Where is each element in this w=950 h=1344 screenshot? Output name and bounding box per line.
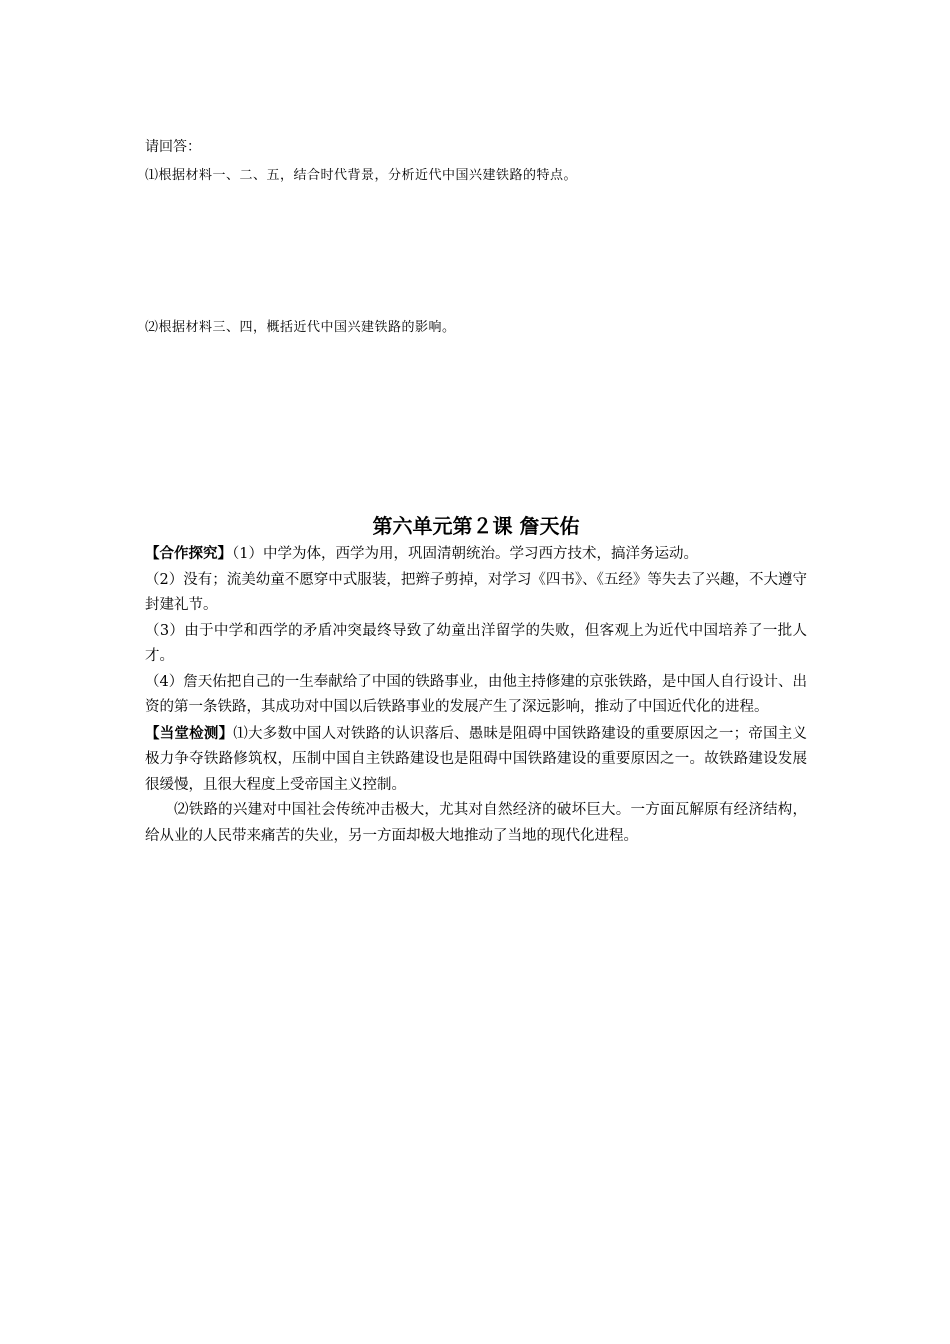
cooperative-answer-1-text: （1）中学为体，西学为用，巩固清朝统治。学习西方技术，搞洋务运动。 bbox=[232, 546, 698, 562]
answers-section bbox=[145, 541, 807, 849]
question-2: ⑵根据材料三、四，概括近代中国兴建铁路的影响。 bbox=[145, 320, 456, 335]
cooperative-answer-1 bbox=[145, 541, 807, 568]
question-intro: 请回答： bbox=[145, 139, 201, 155]
cooperative-answer-4: （4）詹天佑把自己的一生奉献给了中国的铁路事业，由他主持修建的京张铁路，是中国人自行设计、出资的第一条铁路，其成功对中国以后铁路事业的发展产生了深远影响，推动了中国近代化的进程。 bbox=[145, 673, 807, 715]
lesson-title: 第六单元第２课 詹天佑 bbox=[372, 514, 580, 538]
cooperative-label: 【合作探究】 bbox=[145, 545, 232, 562]
test-label: 【当堂检测】 bbox=[145, 724, 234, 742]
test-answer-2: ⑵铁路的兴建对中国社会传统冲击极大，尤其对自然经济的破坏巨大。一方面瓦解原有经济结构，给从业的人民带来痛苦的失业，另一方面却极大地推动了当地的现代化进程。 bbox=[145, 802, 807, 844]
question-1: ⑴根据材料一、二、五，结合时代背景，分析近代中国兴建铁路的特点。 bbox=[145, 168, 578, 183]
test-answer-1-text: ⑴大多数中国人对铁路的认识落后、愚昧是阻碍中国铁路建设的重要原因之一；帝国主义极力争夺铁路修筑权，压制中国自主铁路建设也是阻碍中国铁路建设的重要原因之一。故铁路建设发展很缓慢，且很大程度上受帝国主义控制。 bbox=[145, 725, 807, 793]
cooperative-answer-3: （3）由于中学和西学的矛盾冲突最终导致了幼童出洋留学的失败，但客观上为近代中国培养了一批人才。 bbox=[145, 622, 807, 664]
cooperative-answer-2: （2）没有；流美幼童不愿穿中式服装，把辫子剪掉，对学习《四书》、《五经》等失去了兴趣，不大遵守封建礼节。 bbox=[145, 571, 807, 613]
test-answer-1 bbox=[145, 721, 807, 799]
